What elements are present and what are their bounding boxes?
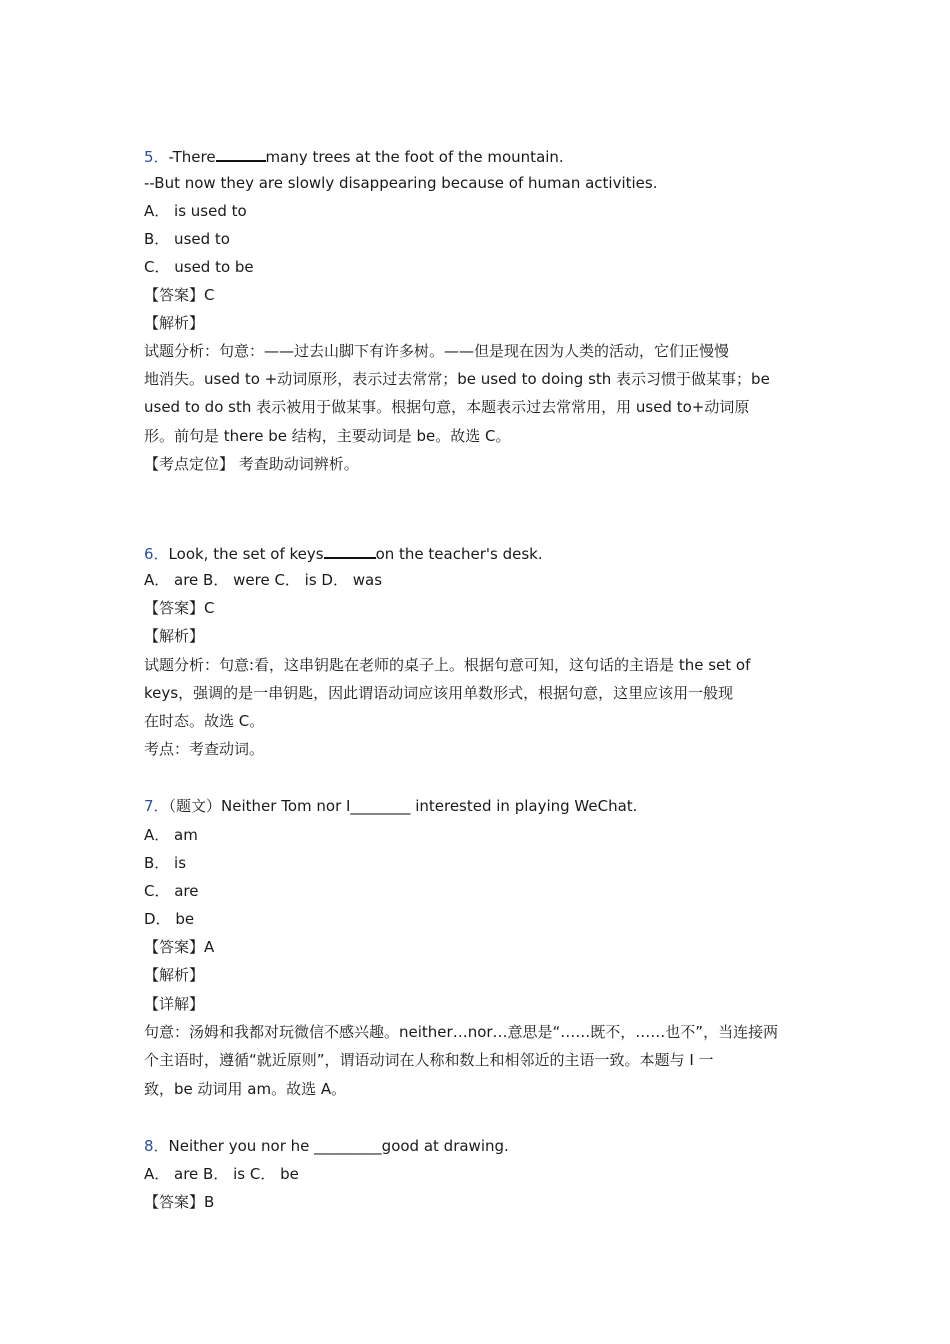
q6-stem [144, 542, 543, 564]
q5-stem [144, 145, 564, 167]
q6-stem-part2: on the teacher's desk. [375, 545, 543, 563]
q6-answer: 【答案】C [144, 599, 215, 617]
q7-stem [144, 796, 637, 816]
q6-blank [324, 542, 376, 559]
q5-stem-part1: -There [168, 148, 216, 166]
q6-options: A． are B． were C． is D． was [144, 571, 383, 589]
q6-point: 考点：考查动词。 [144, 740, 265, 758]
q8-answer: 【答案】B [144, 1193, 215, 1211]
q5-explanation-2: 地消失。used to +动词原形，表示过去常常；be used to doing sth 表示习惯于做某事；be [144, 370, 770, 388]
q6-number: 6． [144, 545, 169, 563]
q5-explanation-1: 试题分析：句意：——过去山脚下有许多树。——但是现在因为人类的活动，它们正慢慢 [144, 342, 730, 360]
q6-analysis-label: 【解析】 [144, 627, 205, 645]
q8-number: 8． [144, 1137, 169, 1155]
q7-explanation-1: 句意：汤姆和我都对玩微信不感兴趣。neither…nor…意思是“……既不，……也不”，当连接两 [144, 1023, 779, 1041]
q5-explanation-3: used to do sth 表示被用于做某事。根据句意，本题表示过去常常用，用 used to+动词原 [144, 398, 750, 416]
q7-option-c: C． are [144, 882, 199, 900]
q6-explanation-3: 在时态。故选 C。 [144, 712, 265, 730]
q5-point: 【考点定位】 考查助动词辨析。 [144, 455, 359, 473]
q5-option-c: C． used to be [144, 258, 254, 276]
q7-answer: 【答案】A [144, 938, 215, 956]
q5-option-b: B． used to [144, 230, 230, 248]
q7-option-a: A． am [144, 826, 198, 844]
q8-stem [144, 1136, 509, 1156]
q7-detail-label: 【详解】 [144, 995, 205, 1013]
q5-explanation-4: 形。前句是 there be 结构，主要动词是 be。故选 C。 [144, 427, 511, 445]
q6-stem-part1: Look, the set of keys [168, 545, 324, 563]
q7-option-d: D． be [144, 910, 195, 928]
q5-number: 5． [144, 148, 169, 166]
q7-stem-text: （题文）Neither Tom nor I________ interested in playing WeChat. [168, 797, 638, 815]
q8-stem-text: Neither you nor he _________good at drawing. [168, 1137, 509, 1155]
q8-options: A． are B． is C． be [144, 1165, 299, 1183]
q7-option-b: B． is [144, 854, 187, 872]
q6-explanation-2: keys，强调的是一串钥匙，因此谓语动词应该用单数形式，根据句意，这里应该用一般现 [144, 684, 734, 702]
q5-line2: --But now they are slowly disappearing because of human activities. [144, 174, 658, 192]
q5-option-a: A． is used to [144, 202, 247, 220]
q7-explanation-3: 致，be 动词用 am。故选 A。 [144, 1080, 347, 1098]
q7-explanation-2: 个主语时，遵循“就近原则”，谓语动词在人称和数上和相邻近的主语一致。本题与 I 一 [144, 1051, 714, 1069]
q6-explanation-1: 试题分析：句意:看，这串钥匙在老师的桌子上。根据句意可知，这句话的主语是 the set of [144, 656, 751, 674]
q7-analysis-label: 【解析】 [144, 966, 205, 984]
q5-answer: 【答案】C [144, 286, 215, 304]
q5-stem-part2: many trees at the foot of the mountain. [265, 148, 564, 166]
q5-analysis-label: 【解析】 [144, 314, 205, 332]
q7-number: 7． [144, 797, 169, 815]
q5-blank [216, 145, 266, 162]
